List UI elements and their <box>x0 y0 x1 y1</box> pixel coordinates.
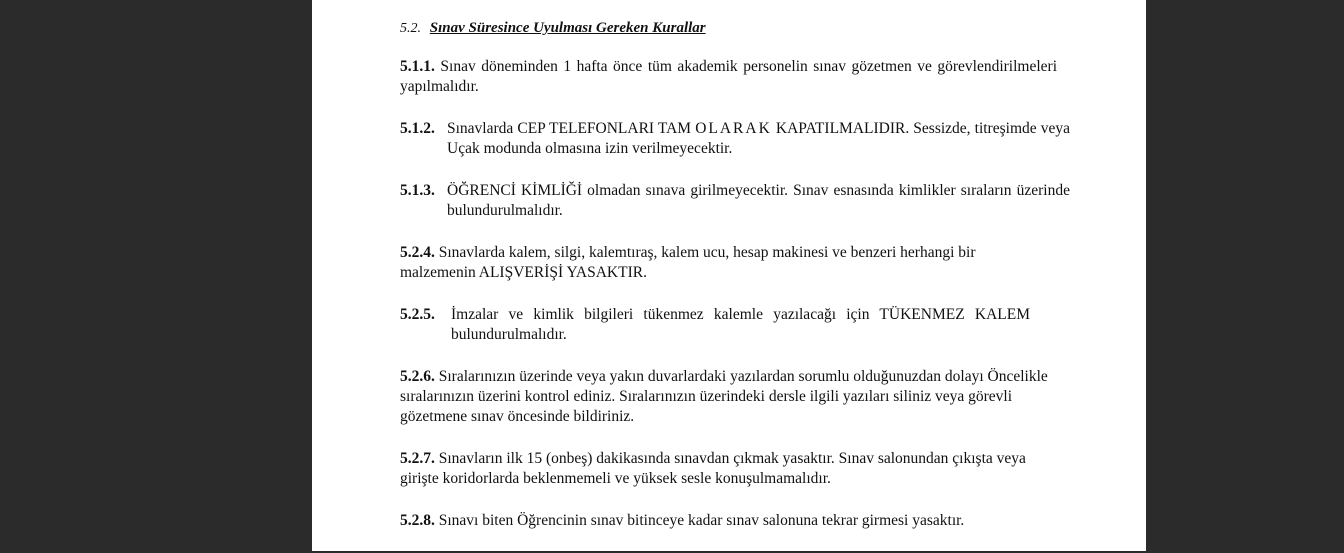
rule-5-1-1 <box>400 57 1057 97</box>
rule-text: Sınav döneminden 1 hafta önce tüm akademik personelin sınav gözetmen ve görevlendirilmeleri yapılmalıdır. <box>400 58 1058 95</box>
rule-number: 5.2.4. <box>400 244 435 261</box>
rule-5-2-4 <box>400 243 1050 283</box>
section-heading <box>400 18 1070 39</box>
section-number: 5.2. <box>400 21 421 36</box>
rule-text: ÖĞRENCİ KİMLİĞİ olmadan sınava girilmeyecektir. Sınav esnasında kimlikler sıraların üzerinde bulundurulmalıdır. <box>447 182 1070 219</box>
rule-text: Sıralarınızın üzerinde veya yakın duvarlardaki yazılardan sorumlu olduğunuzdan dolayı Öncelikle sıralarınızın üzerini kontrol ediniz. Sıralarınızın üzerindeki dersle ilgili yazıları siliniz veya görevli gözetmene sınav öncesinde bildiriniz. <box>400 368 1048 425</box>
rule-text: Sınavların ilk 15 (onbeş) dakikasında sınavdan çıkmak yasaktır. Sınav salonundan çıkışta veya girişte koridorlarda beklenmemeli ve yüksek sesle konuşulmamalıdır. <box>400 450 1026 487</box>
section-title: Sınav Süresince Uyulması Gereken Kurallar <box>429 20 706 36</box>
rule-5-1-3 <box>400 181 1070 221</box>
rule-5-2-5 <box>400 305 1030 345</box>
rule-number: 5.2.8. <box>400 512 435 529</box>
rule-5-2-8 <box>400 511 1060 531</box>
rule-5-2-7 <box>400 449 1060 489</box>
rule-5-2-6 <box>400 367 1060 427</box>
rule-number: 5.2.5. <box>400 306 435 323</box>
rule-text: İmzalar ve kimlik bilgileri tükenmez kalemle yazılacağı için TÜKENMEZ KALEM bulundurulmalıdır. <box>451 306 1030 343</box>
rule-number: 5.2.6. <box>400 368 435 385</box>
rule-number: 5.1.3. <box>400 182 435 199</box>
rule-text: Sınavlarda kalem, silgi, kalemtıraş, kalem ucu, hesap makinesi ve benzeri herhangi bir malzemenin ALIŞVERİŞİ YASAKTIR. <box>400 244 976 281</box>
document-page <box>312 0 1146 551</box>
rule-text: Sınavı biten Öğrencinin sınav bitinceye kadar sınav salonuna tekrar girmesi yasaktır. <box>438 512 965 529</box>
rule-number: 5.2.7. <box>400 450 435 467</box>
rule-number: 5.1.1. <box>400 58 435 75</box>
rule-number: 5.1.2. <box>400 120 435 137</box>
rule-5-1-2 <box>400 119 1070 159</box>
document-body <box>400 18 1070 553</box>
rule-text: Sınavlarda CEP TELEFONLARI TAM OLARAK KAPATILMALIDIR. Sessizde, titreşimde veya Uçak modunda olmasına izin verilmeyecektir. <box>447 120 1070 157</box>
